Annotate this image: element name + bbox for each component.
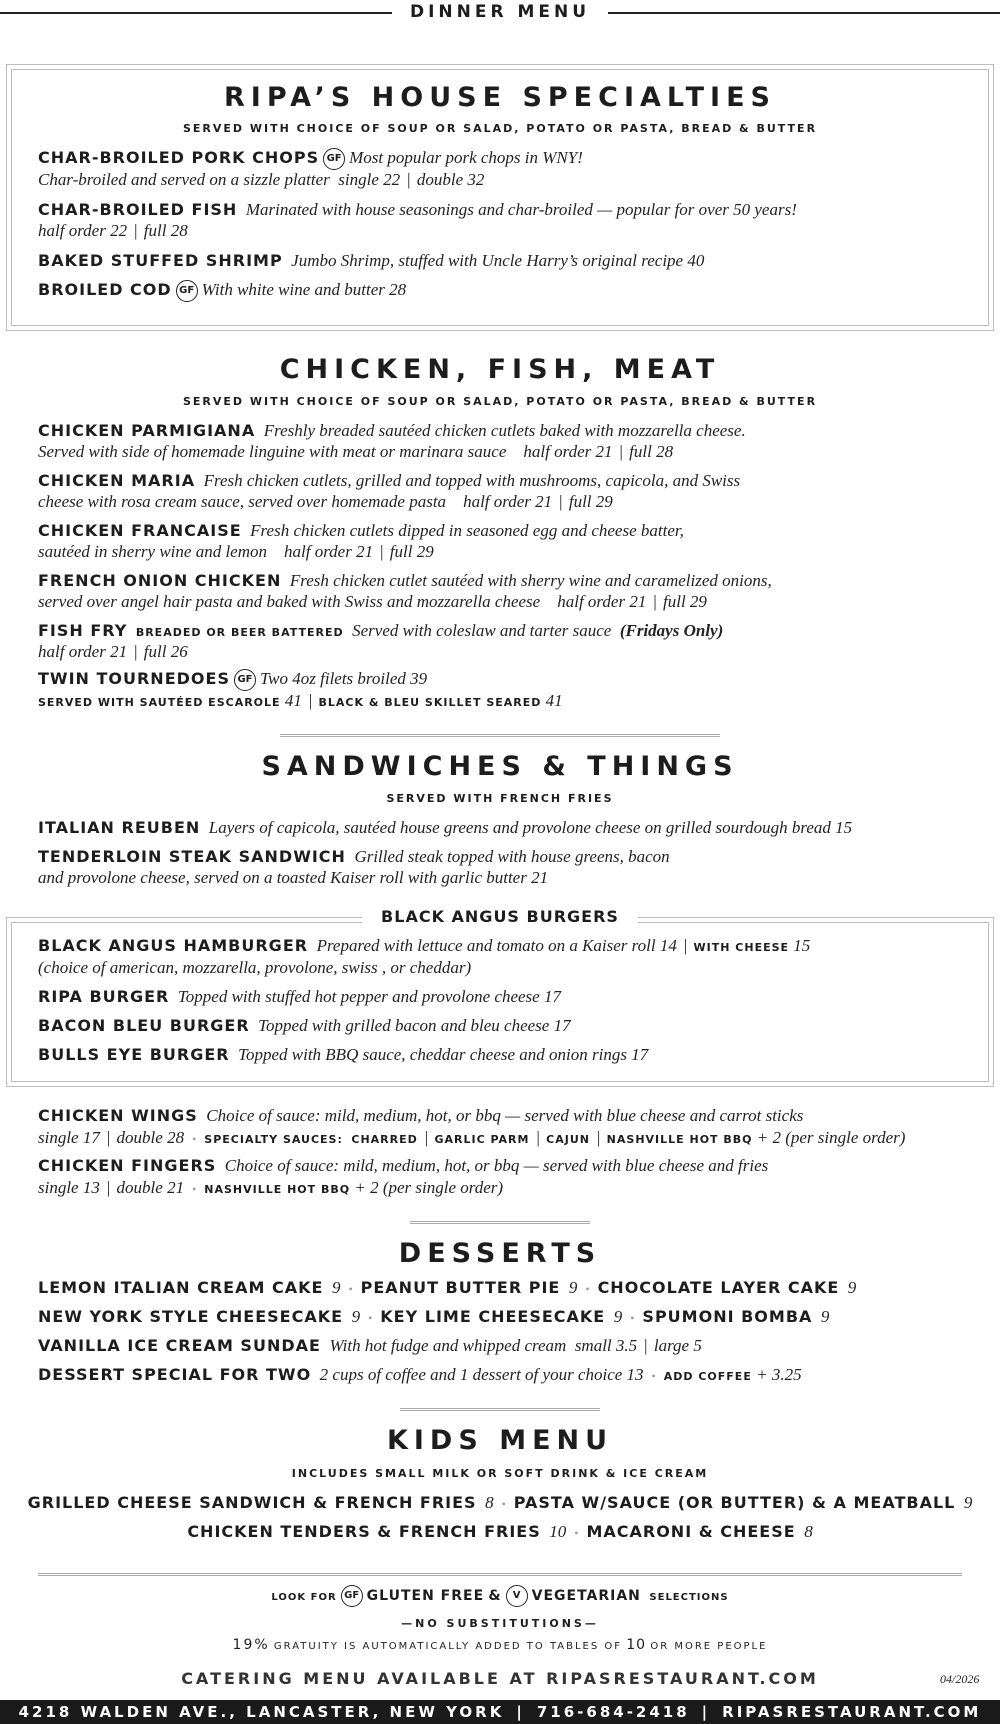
- item-desc: Two 4oz filets broiled 39: [259, 669, 428, 688]
- dessert-price: 9: [820, 1307, 830, 1326]
- item-price: double 21: [116, 1178, 185, 1197]
- item-desc: Fresh chicken cutlets dipped in seasoned egg and cheese batter,: [250, 521, 684, 540]
- item-price: full 29: [389, 542, 434, 561]
- selections-label: SELECTIONS: [649, 1592, 729, 1603]
- item-name: TWIN TOURNEDOES: [38, 669, 230, 688]
- vegetarian-label: VEGETARIAN: [531, 1588, 641, 1604]
- item-price: single 13: [38, 1178, 100, 1197]
- kids-price: 10: [549, 1522, 567, 1541]
- item-price: 15: [793, 936, 811, 955]
- item-desc: Fresh chicken cutlet sautéed with sherry wine and caramelized onions,: [289, 571, 772, 590]
- specialties-title: RIPA’S HOUSE SPECIALTIES: [224, 82, 776, 113]
- menu-item: [38, 520, 684, 542]
- item-option: WITH CHEESE: [693, 941, 790, 954]
- header-rule-right: [608, 12, 1000, 14]
- menu-item: [38, 668, 427, 691]
- dessert-name: VANILLA ICE CREAM SUNDAE: [38, 1336, 321, 1355]
- item-name: CHICKEN WINGS: [38, 1106, 198, 1125]
- item-desc: cheese with rosa cream sauce, served over homemade pasta: [38, 492, 447, 511]
- look-for-label: LOOK FOR: [271, 1592, 337, 1603]
- gluten-free-icon: GF: [341, 1585, 363, 1607]
- sandwiches-subtitle: SERVED WITH FRENCH FRIES: [386, 792, 614, 805]
- dessert-name: LEMON ITALIAN CREAM CAKE: [38, 1278, 324, 1297]
- item-desc: Most popular pork chops in WNY!: [349, 148, 583, 167]
- footer-divider: [38, 1573, 962, 1576]
- gluten-free-icon: GF: [176, 280, 198, 302]
- item-price: double 28: [116, 1128, 185, 1147]
- specialties-subtitle: SERVED WITH CHOICE OF SOUP OR SALAD, POTATO OR PASTA, BREAD & BUTTER: [182, 122, 818, 135]
- item-desc: With white wine and butter 28: [201, 280, 407, 299]
- menu-item-line2: single 13 | double 21 • NASHVILLE HOT BBQ + 2 (per single order): [38, 1178, 504, 1197]
- section-divider: [410, 1221, 590, 1224]
- item-name: TENDERLOIN STEAK SANDWICH: [38, 847, 346, 866]
- item-option: BREADED OR BEER BATTERED: [135, 626, 344, 639]
- item-name: CHAR-BROILED FISH: [38, 200, 238, 219]
- address: 4218 WALDEN AVE., LANCASTER, NEW YORK: [18, 1703, 505, 1721]
- menu-item-line2: cheese with rosa cream sauce, served over homemade pasta half order 21 | full 29: [38, 492, 613, 511]
- item-desc: sautéed in sherry wine and lemon: [38, 542, 267, 561]
- dessert-name: PEANUT BUTTER PIE: [360, 1278, 561, 1297]
- menu-item: [38, 250, 704, 272]
- kids-subtitle: INCLUDES SMALL MILK OR SOFT DRINK & ICE CREAM: [291, 1467, 709, 1480]
- item-desc: Served with coleslaw and tarter sauce: [352, 621, 612, 640]
- item-option: SERVED WITH SAUTÉED ESCAROLE: [38, 696, 281, 709]
- dessert-name: KEY LIME CHEESECAKE: [380, 1307, 606, 1326]
- item-price: half order 21: [523, 442, 613, 461]
- dessert-row: NEW YORK STYLE CHEESECAKE 9 • KEY LIME CHEESECAKE 9 • SPUMONI BOMBA 9: [38, 1307, 830, 1326]
- chicken-title: CHICKEN, FISH, MEAT: [279, 354, 721, 385]
- dessert-name: SPUMONI BOMBA: [642, 1307, 813, 1326]
- menu-item-line2: Served with side of homemade linguine with meat or marinara sauce half order 21 | full 28: [38, 442, 674, 461]
- dessert-price: small 3.5: [574, 1336, 638, 1355]
- no-substitutions: —NO SUBSTITUTIONS—: [401, 1617, 599, 1630]
- item-desc: Choice of sauce: mild, medium, hot, or bbq — served with blue cheese and carrot sticks: [206, 1106, 804, 1125]
- menu-item: [38, 279, 406, 302]
- item-name: FRENCH ONION CHICKEN: [38, 571, 282, 590]
- item-note: (Fridays Only): [619, 621, 724, 640]
- item-desc: Jumbo Shrimp, stuffed with Uncle Harry’s original recipe 40: [291, 251, 705, 270]
- header-rule-left: [0, 12, 392, 14]
- item-name: CHICKEN FRANCAISE: [38, 521, 242, 540]
- menu-item-line2: served over angel hair pasta and baked with Swiss and mozzarella cheese half order 21 | full 29: [38, 592, 707, 611]
- menu-item: [38, 986, 561, 1008]
- item-name: BROILED COD: [38, 280, 172, 299]
- dessert-price: 9: [568, 1278, 578, 1297]
- kids-item: GRILLED CHEESE SANDWICH & FRENCH FRIES: [27, 1493, 477, 1512]
- gluten-free-icon: GF: [234, 669, 256, 691]
- item-name: CHICKEN FINGERS: [38, 1156, 217, 1175]
- gratuity-text: GRATUITY IS AUTOMATICALLY ADDED TO TABLES OF: [273, 1641, 623, 1652]
- dessert-price: 9: [847, 1278, 857, 1297]
- item-price: full 28: [629, 442, 674, 461]
- kids-item: MACARONI & CHEESE: [586, 1522, 796, 1541]
- item-desc: (choice of american, mozzarella, provolone, swiss , or cheddar): [38, 958, 472, 977]
- item-option: BLACK & BLEU SKILLET SEARED: [318, 696, 542, 709]
- item-price: full 28: [143, 221, 188, 240]
- item-price: half order 21: [38, 642, 128, 661]
- item-name: BACON BLEU BURGER: [38, 1016, 250, 1035]
- kids-item: CHICKEN TENDERS & FRENCH FRIES: [187, 1522, 541, 1541]
- chicken-subtitle: SERVED WITH CHOICE OF SOUP OR SALAD, POTATO OR PASTA, BREAD & BUTTER: [182, 395, 818, 408]
- item-price: full 26: [143, 642, 188, 661]
- menu-item: [38, 1155, 768, 1177]
- addon-label: ADD COFFEE: [663, 1370, 752, 1383]
- menu-item: [38, 1015, 571, 1037]
- kids-row: CHICKEN TENDERS & FRENCH FRIES 10 • MACARONI & CHEESE 8: [187, 1522, 813, 1541]
- dessert-row: VANILLA ICE CREAM SUNDAE With hot fudge and whipped cream small 3.5 | large 5: [38, 1336, 702, 1355]
- upcharge: + 2 (per single order): [756, 1128, 906, 1147]
- item-desc: and provolone cheese, served on a toasted Kaiser roll with garlic butter 21: [38, 868, 549, 887]
- vegetarian-icon: V: [506, 1585, 528, 1607]
- dessert-desc: With hot fudge and whipped cream: [329, 1336, 567, 1355]
- menu-item-line2: sautéed in sherry wine and lemon half order 21 | full 29: [38, 542, 434, 561]
- item-name: CHICKEN MARIA: [38, 471, 196, 490]
- kids-title: KIDS MENU: [386, 1425, 614, 1456]
- item-desc: served over angel hair pasta and baked with Swiss and mozzarella cheese: [38, 592, 541, 611]
- item-desc: Choice of sauce: mild, medium, hot, or bbq — served with blue cheese and fries: [224, 1156, 769, 1175]
- item-price: 41: [545, 691, 563, 710]
- section-divider: [280, 734, 720, 737]
- dessert-row: DESSERT SPECIAL FOR TWO 2 cups of coffee and 1 dessert of your choice 13 • ADD COFFEE + 3.25: [38, 1365, 802, 1384]
- item-price: single 17: [38, 1128, 100, 1147]
- dessert-name: CHOCOLATE LAYER CAKE: [597, 1278, 840, 1297]
- gratuity-end: OR MORE PEOPLE: [650, 1641, 768, 1652]
- menu-item-line2: single 17 | double 28 • SPECIALTY SAUCES: CHARRED | GARLIC PARM | CAJUN | NASHVILLE HOT BBQ + 2 (per single order): [38, 1128, 906, 1147]
- dessert-price: 9: [331, 1278, 341, 1297]
- kids-price: 8: [804, 1522, 813, 1541]
- item-price: double 32: [416, 170, 485, 189]
- item-price: full 29: [568, 492, 613, 511]
- item-name: FISH FRY: [38, 621, 128, 640]
- gluten-free-icon: GF: [323, 148, 345, 170]
- dessert-price: 9: [613, 1307, 623, 1326]
- sauce: CHARRED: [351, 1133, 418, 1146]
- item-price: full 29: [663, 592, 707, 611]
- sauce: NASHVILLE HOT BBQ: [204, 1183, 351, 1196]
- sandwiches-title: SANDWICHES & THINGS: [261, 751, 739, 782]
- menu-item-line2: Char-broiled and served on a sizzle platter single 22 | double 32: [38, 170, 485, 189]
- kids-price: 8: [485, 1493, 494, 1512]
- item-desc: Fresh chicken cutlets, grilled and topped with mushrooms, capicola, and Swiss: [203, 471, 741, 490]
- amp: &: [488, 1588, 502, 1604]
- menu-item: [38, 470, 740, 492]
- item-price: half order 21: [463, 492, 553, 511]
- kids-price: 9: [963, 1493, 973, 1512]
- phone-link[interactable]: 716-684-2418: [536, 1703, 690, 1721]
- dessert-desc: 2 cups of coffee and 1 dessert of your choice 13: [319, 1365, 644, 1384]
- item-desc: Grilled steak topped with house greens, bacon: [354, 847, 670, 866]
- item-price: half order 21: [557, 592, 647, 611]
- burgers-title: BLACK ANGUS BURGERS: [362, 907, 638, 926]
- dessert-price: 9: [351, 1307, 361, 1326]
- addon-price: + 3.25: [756, 1365, 802, 1384]
- item-desc: Freshly breaded sautéed chicken cutlets baked with mozzarella cheese.: [263, 421, 746, 440]
- item-desc: Marinated with house seasonings and char-broiled — popular for over 50 years!: [245, 200, 797, 219]
- item-name: BULLS EYE BURGER: [38, 1045, 230, 1064]
- item-name: BLACK ANGUS HAMBURGER: [38, 936, 309, 955]
- menu-item: [38, 570, 772, 592]
- sauce: NASHVILLE HOT BBQ: [606, 1133, 753, 1146]
- menu-item-line2: half order 21 | full 26: [38, 642, 188, 661]
- menu-item-line2: SERVED WITH SAUTÉED ESCAROLE 41 | BLACK & BLEU SKILLET SEARED 41: [38, 691, 563, 710]
- dessert-name: NEW YORK STYLE CHEESECAKE: [38, 1307, 344, 1326]
- menu-item: [38, 147, 583, 170]
- item-desc: Served with side of homemade linguine with meat or marinara sauce: [38, 442, 507, 461]
- item-price: half order 21: [284, 542, 374, 561]
- sauce: CAJUN: [546, 1133, 590, 1146]
- menu-item: [38, 420, 746, 442]
- menu-item-line2: half order 22 | full 28: [38, 221, 188, 240]
- item-desc: Prepared with lettuce and tomato on a Kaiser roll 14: [316, 936, 677, 955]
- item-name: CHAR-BROILED PORK CHOPS: [38, 148, 320, 167]
- item-desc: Topped with stuffed hot pepper and provolone cheese 17: [177, 987, 561, 1006]
- item-name: CHICKEN PARMIGIANA: [38, 421, 256, 440]
- gratuity-pct: 19%: [232, 1637, 270, 1653]
- dessert-price: large 5: [653, 1336, 702, 1355]
- menu-item: [38, 199, 797, 221]
- gluten-free-label: GLUTEN FREE: [366, 1588, 485, 1604]
- menu-item: BLACK ANGUS HAMBURGER Prepared with lettuce and tomato on a Kaiser roll 14 | WITH CHEESE 15: [38, 936, 811, 955]
- gratuity-num: 10: [626, 1637, 647, 1653]
- item-desc: Topped with BBQ sauce, cheddar cheese and onion rings 17: [238, 1045, 649, 1064]
- item-desc: Topped with grilled bacon and bleu cheese 17: [258, 1016, 571, 1035]
- item-price: single 22: [338, 170, 401, 189]
- desserts-title: DESSERTS: [398, 1238, 602, 1269]
- dessert-name: DESSERT SPECIAL FOR TWO: [38, 1365, 312, 1384]
- kids-item: PASTA W/SAUCE (OR BUTTER) & A MEATBALL: [513, 1493, 956, 1512]
- item-name: ITALIAN REUBEN: [38, 818, 201, 837]
- gratuity-note: [0, 1633, 1000, 1658]
- dietary-legend: [0, 1584, 1000, 1609]
- catering-link[interactable]: CATERING MENU AVAILABLE AT RIPASRESTAURANT.COM: [181, 1669, 819, 1688]
- sauce: GARLIC PARM: [434, 1133, 530, 1146]
- item-desc: Layers of capicola, sautéed house greens and provolone cheese on grilled sourdough bread 15: [208, 818, 853, 837]
- website-link[interactable]: RIPASRESTAURANT.COM: [722, 1703, 982, 1721]
- menu-item-line2: [38, 867, 548, 889]
- upcharge: + 2 (per single order): [354, 1178, 504, 1197]
- item-price: half order 22: [38, 221, 128, 240]
- menu-item: [38, 1105, 803, 1127]
- menu-item-line2: [38, 957, 471, 979]
- menu-item: [38, 846, 670, 868]
- item-desc: Char-broiled and served on a sizzle platter: [38, 170, 330, 189]
- menu-item: [38, 1044, 648, 1066]
- address-bar: 4218 WALDEN AVE., LANCASTER, NEW YORK | 716-684-2418 | RIPASRESTAURANT.COM: [0, 1700, 1000, 1724]
- dessert-row: LEMON ITALIAN CREAM CAKE 9 • PEANUT BUTTER PIE 9 • CHOCOLATE LAYER CAKE 9: [38, 1278, 857, 1297]
- menu-title: DINNER MENU: [409, 2, 591, 22]
- specialty-sauces-label: SPECIALTY SAUCES:: [204, 1133, 343, 1146]
- item-price: 41: [284, 691, 302, 710]
- menu-date: 04/2026: [940, 1672, 980, 1686]
- kids-row: GRILLED CHEESE SANDWICH & FRENCH FRIES 8 • PASTA W/SAUCE (OR BUTTER) & A MEATBALL 9: [27, 1493, 973, 1512]
- item-name: RIPA BURGER: [38, 987, 170, 1006]
- item-name: BAKED STUFFED SHRIMP: [38, 251, 283, 270]
- menu-item: [38, 817, 852, 839]
- section-divider: [400, 1408, 600, 1411]
